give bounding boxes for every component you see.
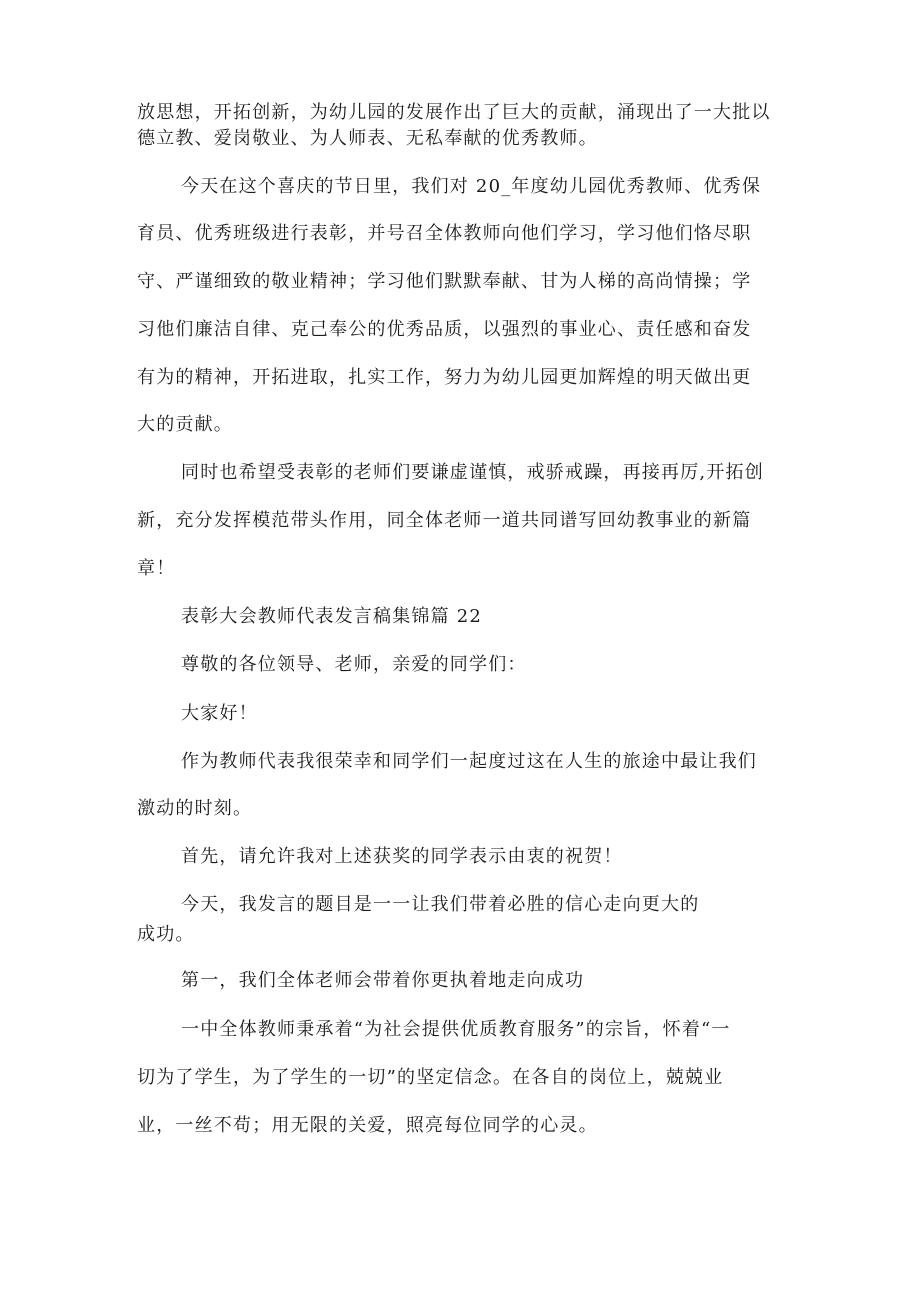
text-line: 大的贡献。 bbox=[137, 414, 233, 435]
text-line: 业，一丝不苟；用无限的关爱，照亮每位同学的心灵。 bbox=[137, 1115, 598, 1136]
text-line: 今天在这个喜庆的节日里，我们对 20_年度幼儿园优秀教师、优秀保 bbox=[181, 176, 762, 197]
text-line: 有为的精神，开拓进取，扎实工作，努力为幼儿园更加辉煌的明天做出更 bbox=[137, 367, 752, 388]
text-line: 习他们廉洁自律、克己奉公的优秀品质，以强烈的事业心、责任感和奋发 bbox=[137, 319, 752, 340]
text-line: 新，充分发挥模范带头作用，同全体老师一道共同谱写回幼教事业的新篇 bbox=[137, 510, 752, 531]
text-line: 激动的时刻。 bbox=[137, 798, 253, 819]
text-line: 章！ bbox=[137, 558, 176, 579]
text-line: 切为了学生，为了学生的一切”的坚定信念。在各自的岗位上，兢兢业 bbox=[137, 1067, 724, 1088]
greeting: 大家好！ bbox=[181, 703, 258, 724]
section-heading: 表彰大会教师代表发言稿集锦篇 22 bbox=[181, 606, 483, 627]
salutation: 尊敬的各位领导、老师，亲爱的同学们： bbox=[181, 654, 527, 675]
text-line: 德立教、爱岗敬业、为人师表、无私奉献的优秀教师。 bbox=[137, 128, 598, 149]
text-line: 育员、优秀班级进行表彰，并号召全体教师向他们学习，学习他们恪尽职 bbox=[137, 223, 752, 244]
text-line: 同时也希望受表彰的老师们要谦虚谨慎，戒骄戒躁，再接再厉,开拓创 bbox=[181, 462, 764, 483]
text-line: 放思想，开拓创新，为幼儿园的发展作出了巨大的贡献，涌现出了一大批以 bbox=[137, 102, 771, 123]
text-line: 一中全体教师秉承着“为社会提供优质教育服务”的宗旨，怀着“一 bbox=[181, 1019, 731, 1040]
text-line: 成功。 bbox=[137, 924, 195, 945]
text-line: 守、严谨细致的敬业精神；学习他们默默奉献、甘为人梯的高尚情操；学 bbox=[137, 271, 752, 292]
text-line: 第一，我们全体老师会带着你更执着地走向成功 bbox=[181, 970, 585, 991]
text-line: 今天，我发言的题目是一一让我们带着必胜的信心走向更大的 bbox=[181, 894, 700, 915]
text-line: 首先，请允许我对上述获奖的同学表示由衷的祝贺！ bbox=[181, 846, 623, 867]
text-line: 作为教师代表我很荣幸和同学们一起度过这在人生的旅途中最让我们 bbox=[181, 751, 757, 772]
